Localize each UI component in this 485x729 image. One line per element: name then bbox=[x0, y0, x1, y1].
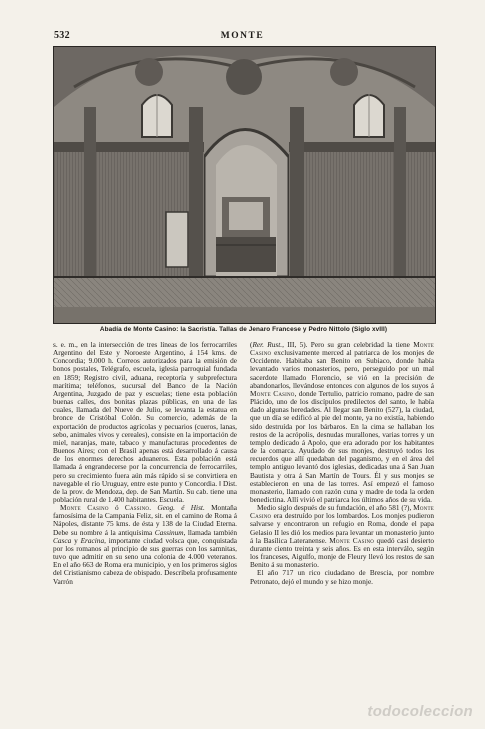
text-run: Cassino bbox=[124, 503, 150, 513]
paragraph bbox=[250, 504, 434, 569]
figure-caption: Abadía de Monte Casino: la Sacristía. Tallas de Jenaro Francese y Pedro Nittolo (Siglo xvIII) bbox=[99, 326, 388, 333]
text-run: . bbox=[149, 503, 158, 513]
paragraph bbox=[250, 341, 434, 504]
text-run: Monte Casino bbox=[329, 535, 375, 545]
text-run: ó bbox=[108, 503, 125, 513]
text-run: exclusivamente merced al patriarca de los monjes de Occidente. Habitaba san Benito en Subiaco, donde había levantado varios monasterios, pero, perseguido por un mal sacerdote llamado Florencio, se vió en la precisión de abandonarlos, llevándose entonces con algunos de los suyos á bbox=[250, 348, 434, 390]
text-run: , donde Tertulio, patricio romano, padre de san Plácido, uno de los discípulos predilectos del santo, le había dado algunas heredades. Al llegar san Benito (527), la ciudad, que un día se edificó al pie del monte, ya no existía, habiendo sido destruída por los bárbaros. En la cima se hallaban los restos de la acrópolis, desnudas murallones, varias torres y un templo dedicado á Apolo, que era adorado por los habitantes de la comarca. Ayudado de sus monjes, destruyó todos los recuerdos que allí quedaban del paganismo, y en el área del templo antiguo levantó dos iglesias, dedicadas una á San Juan Bautista y otra á San Martín de Tours. Él y sus monjes se establecieron en una de las torres. Así empezó el famoso monasterio, llamado con razón cuna y madre de toda la orden benedictina. Allí vivió el patriarca los últimos años de su vida. bbox=[250, 388, 434, 504]
text-run: Montaña famosísima de la Campania Feliz, sit. en el camino de Roma á Nápoles, distante 75 kms. de ésta y 138 de la Ciudad Eterna. Debe su nombre á la antiquísima bbox=[53, 503, 238, 537]
paragraph bbox=[53, 504, 237, 586]
text-run: El año 717 un rico ciudadano de Brescia, por nombre Petronato, dejó el mundo y se hizo monje. bbox=[250, 568, 434, 586]
page-number: 532 bbox=[54, 30, 70, 41]
sacristy-engraving bbox=[53, 46, 436, 324]
paragraph bbox=[250, 569, 434, 585]
running-head: MONTE bbox=[220, 31, 265, 41]
text-run: Monte Casino bbox=[250, 388, 295, 398]
text-run: quedó casi desierto durante ciento treinta y seis años. Es en esta interválo, según los franceses, Aigulfo, monje de Fleury llevó los restos de san Benito á su monasterio. bbox=[250, 535, 434, 570]
text-run: Casca bbox=[53, 535, 72, 545]
text-run: Monte Casino bbox=[250, 340, 435, 358]
text-run: Medio siglo después de su fundación, el año 581 (?), bbox=[257, 503, 414, 513]
text-run: era destruído por los lombardos. Los monjes pudieron salvarse y encontraron un refugio en Roma, donde el papa Gelasio II les dió los medios para levantar un monasterio junto á la Basílica Lateranense. bbox=[250, 511, 434, 545]
text-run: ( bbox=[250, 340, 253, 349]
body-columns bbox=[53, 341, 434, 667]
text-run: Cassinum bbox=[154, 527, 184, 537]
text-run: , III, 5). Pero su gran celebridad la tiene bbox=[282, 340, 414, 349]
right-column bbox=[250, 341, 434, 667]
text-run: , llamada también bbox=[183, 527, 237, 537]
watermark: todocoleccion bbox=[367, 703, 473, 720]
text-run: s. e. m., en la intersección de tres líneas de los ferrocarriles Argentino del Este y Noroeste Argentino, á 154 kms. de Concordia; 9.000 h. Correos autorizados para la emisión de bonos postales, Telégrafo, escuela, iglesia parroquial fundada en 1859; Registro civil, aduana, receptoría y subprefectura marítima; teléfonos, sucursal del Banco de la Nación Argentina, Juzgado de paz y escuelas; tiene esta población buenas calles, dos bonitas plazas públicas, en una de las cuales, llamada del Nueve de Julio, se levanta la estatua en bronce de Cristóbal Colón. Su comercio, además de la exportación de productos agrícolas y pecuarios (cueros, lanas, sebo, animales vivos y cereales), consiste en la importación de miel, naranjas, mate, tabaco y manufacturas procedentes de Buenos Aires; con el Brasil apenas está desarrollado á causa de los enormes derechos aduaneros. Esta población está llamada á engrandecerse por la concurrencia de ferrocarriles, pero su crecimiento fuera aún más rápido si se convirtiera en navegable el río Uruguay, entre este punto y Concordia. ‖ Dist. de la prov. de Mendoza, dep. de San Martín. Su cab. tiene una población rural de 1.400 habitantes. Escuela. bbox=[53, 340, 237, 504]
paragraph bbox=[53, 341, 237, 504]
text-run: y bbox=[71, 535, 81, 545]
text-run: , importante ciudad volsca que, conquistada por los romanos al principio de sus guerras con los samnitas, tuvo que admitir en su seno una colonia de 4.000 veteranos. En el año 663 de Roma era municipio, y en los primeros siglos del Cristianismo cabeza de obispado. Descríbela profusamente Varrón bbox=[53, 535, 238, 586]
left-column bbox=[53, 341, 237, 667]
text-run: Eracina bbox=[80, 535, 105, 545]
text-run: Monte Casino bbox=[60, 503, 109, 513]
text-run: Geog. é Hist. bbox=[157, 503, 205, 513]
text-run: Rer. Rust. bbox=[252, 340, 283, 349]
text-run: Monte Casino bbox=[250, 503, 434, 521]
